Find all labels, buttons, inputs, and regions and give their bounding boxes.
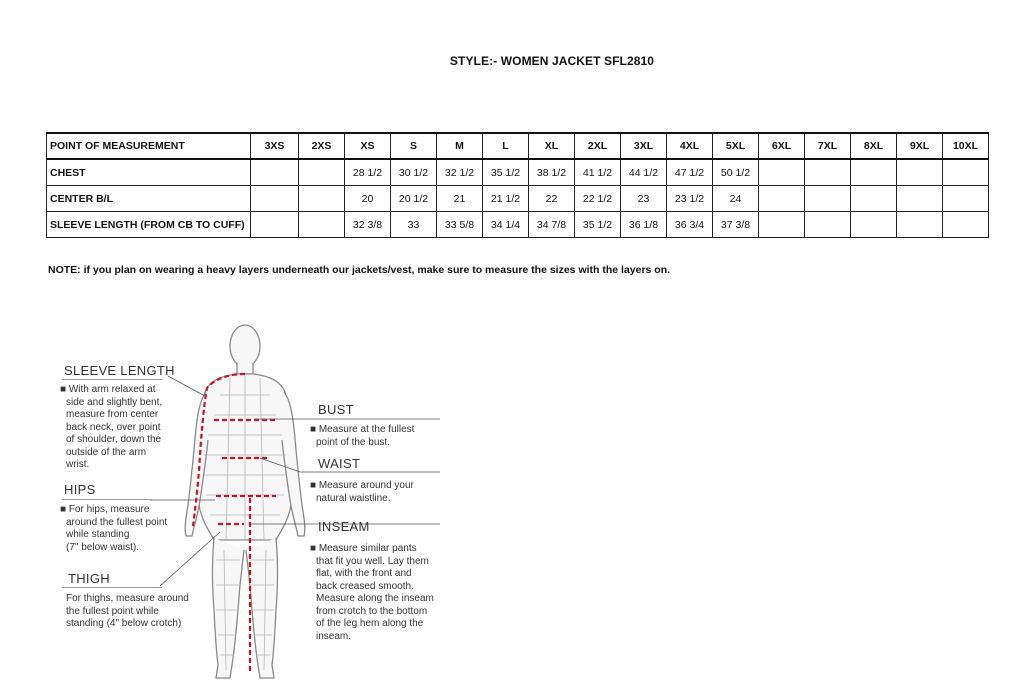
measurement-cell bbox=[897, 212, 943, 238]
measurement-cell: 32 1/2 bbox=[437, 159, 483, 186]
page-title: STYLE:- WOMEN JACKET SFL2810 bbox=[449, 54, 655, 68]
header-cell-size: 8XL bbox=[851, 133, 897, 159]
measurement-cell bbox=[251, 212, 299, 238]
measurement-cell bbox=[805, 186, 851, 212]
header-cell-pom: POINT OF MEASUREMENT bbox=[47, 133, 251, 159]
header-cell-size: 3XS bbox=[251, 133, 299, 159]
header-cell-size: 4XL bbox=[667, 133, 713, 159]
measurement-cell bbox=[897, 186, 943, 212]
measurement-cell: 38 1/2 bbox=[529, 159, 575, 186]
measurement-cell: 30 1/2 bbox=[391, 159, 437, 186]
inseam-text: ■ Measure similar pants that fit you well. Lay them flat, with the front and back creased smooth. Measure along the inseam from crotch to the bottom of the leg hem along the inseam. bbox=[310, 543, 434, 642]
measurement-cell: 47 1/2 bbox=[667, 159, 713, 186]
measurement-cell bbox=[251, 186, 299, 212]
measurement-cell: 22 bbox=[529, 186, 575, 212]
sleeve-length-text: ■ With arm relaxed at side and slightly bent, measure from center back neck, over point of shoulder, down the outside of the arm wrist. bbox=[60, 384, 163, 470]
measurement-cell: 32 3/8 bbox=[345, 212, 391, 238]
table-row bbox=[47, 212, 989, 238]
measurement-cell: 33 bbox=[391, 212, 437, 238]
measurement-cell: 23 1/2 bbox=[667, 186, 713, 212]
header-cell-size: 2XS bbox=[299, 133, 345, 159]
header-cell-size: 7XL bbox=[805, 133, 851, 159]
table-header-row bbox=[47, 133, 989, 159]
header-cell-size: 3XL bbox=[621, 133, 667, 159]
header-cell-size: XS bbox=[345, 133, 391, 159]
bust-text: ■ Measure at the fullest point of the bust. bbox=[310, 424, 415, 448]
sleeve-length-heading: SLEEVE LENGTH bbox=[64, 363, 175, 378]
measurement-cell bbox=[897, 159, 943, 186]
measurement-cell bbox=[943, 159, 989, 186]
measurement-cell bbox=[805, 159, 851, 186]
header-cell-size: 10XL bbox=[943, 133, 989, 159]
measurement-cell: 21 bbox=[437, 186, 483, 212]
measurement-cell: 34 1/4 bbox=[483, 212, 529, 238]
header-cell-size: 2XL bbox=[575, 133, 621, 159]
measurement-cell: 28 1/2 bbox=[345, 159, 391, 186]
measurement-cell bbox=[759, 159, 805, 186]
measurement-cell bbox=[299, 212, 345, 238]
header-cell-size: 5XL bbox=[713, 133, 759, 159]
measurement-cell bbox=[759, 212, 805, 238]
measurement-cell bbox=[759, 186, 805, 212]
measurement-cell: 37 3/8 bbox=[713, 212, 759, 238]
measurement-cell: 23 bbox=[621, 186, 667, 212]
sleeve-length-rule bbox=[62, 379, 162, 380]
measurement-cell bbox=[805, 212, 851, 238]
measurement-cell bbox=[251, 159, 299, 186]
thigh-heading: THIGH bbox=[68, 571, 110, 586]
table-row bbox=[47, 159, 989, 186]
header-cell-size: 9XL bbox=[897, 133, 943, 159]
row-label: SLEEVE LENGTH (FROM CB TO CUFF) bbox=[47, 212, 251, 238]
table-row bbox=[47, 186, 989, 212]
hips-heading: HIPS bbox=[64, 482, 96, 497]
measurement-cell: 50 1/2 bbox=[713, 159, 759, 186]
size-chart-table bbox=[46, 132, 989, 238]
header-cell-size: XL bbox=[529, 133, 575, 159]
measurement-cell: 36 1/8 bbox=[621, 212, 667, 238]
measurement-cell: 33 5/8 bbox=[437, 212, 483, 238]
measurement-cell: 41 1/2 bbox=[575, 159, 621, 186]
inseam-heading: INSEAM bbox=[318, 519, 370, 534]
measurement-cell bbox=[851, 159, 897, 186]
measurement-cell: 21 1/2 bbox=[483, 186, 529, 212]
layering-note: NOTE: if you plan on wearing a heavy layers underneath our jackets/vest, make sure to measure the sizes with the layers on. bbox=[48, 264, 671, 276]
header-cell-size: 6XL bbox=[759, 133, 805, 159]
measurement-cell bbox=[943, 186, 989, 212]
hips-text: ■ For hips, measure around the fullest point while standing (7" below waist). bbox=[60, 504, 168, 553]
row-label: CHEST bbox=[47, 159, 251, 186]
measurement-cell bbox=[299, 159, 345, 186]
waist-heading: WAIST bbox=[318, 456, 361, 471]
hips-rule bbox=[62, 499, 152, 500]
measurement-cell: 24 bbox=[713, 186, 759, 212]
measurement-cell: 20 1/2 bbox=[391, 186, 437, 212]
measurement-cell: 35 1/2 bbox=[575, 212, 621, 238]
measurement-cell bbox=[851, 186, 897, 212]
row-label: CENTER B/L bbox=[47, 186, 251, 212]
header-cell-size: M bbox=[437, 133, 483, 159]
body-figure-illustration bbox=[0, 300, 1024, 697]
measurement-cell bbox=[299, 186, 345, 212]
measurement-cell: 22 1/2 bbox=[575, 186, 621, 212]
measurement-cell: 44 1/2 bbox=[621, 159, 667, 186]
measurement-guide bbox=[0, 300, 1024, 697]
bust-heading: BUST bbox=[318, 402, 354, 417]
measurement-cell: 20 bbox=[345, 186, 391, 212]
header-cell-size: L bbox=[483, 133, 529, 159]
measurement-cell: 34 7/8 bbox=[529, 212, 575, 238]
measurement-cell: 36 3/4 bbox=[667, 212, 713, 238]
header-cell-size: S bbox=[391, 133, 437, 159]
measurement-cell bbox=[943, 212, 989, 238]
waist-text: ■ Measure around your natural waistline. bbox=[310, 480, 414, 504]
measurement-cell bbox=[851, 212, 897, 238]
thigh-text: For thighs, measure around the fullest point while standing (4" below crotch) bbox=[66, 593, 189, 629]
thigh-rule bbox=[62, 587, 162, 588]
measurement-cell: 35 1/2 bbox=[483, 159, 529, 186]
